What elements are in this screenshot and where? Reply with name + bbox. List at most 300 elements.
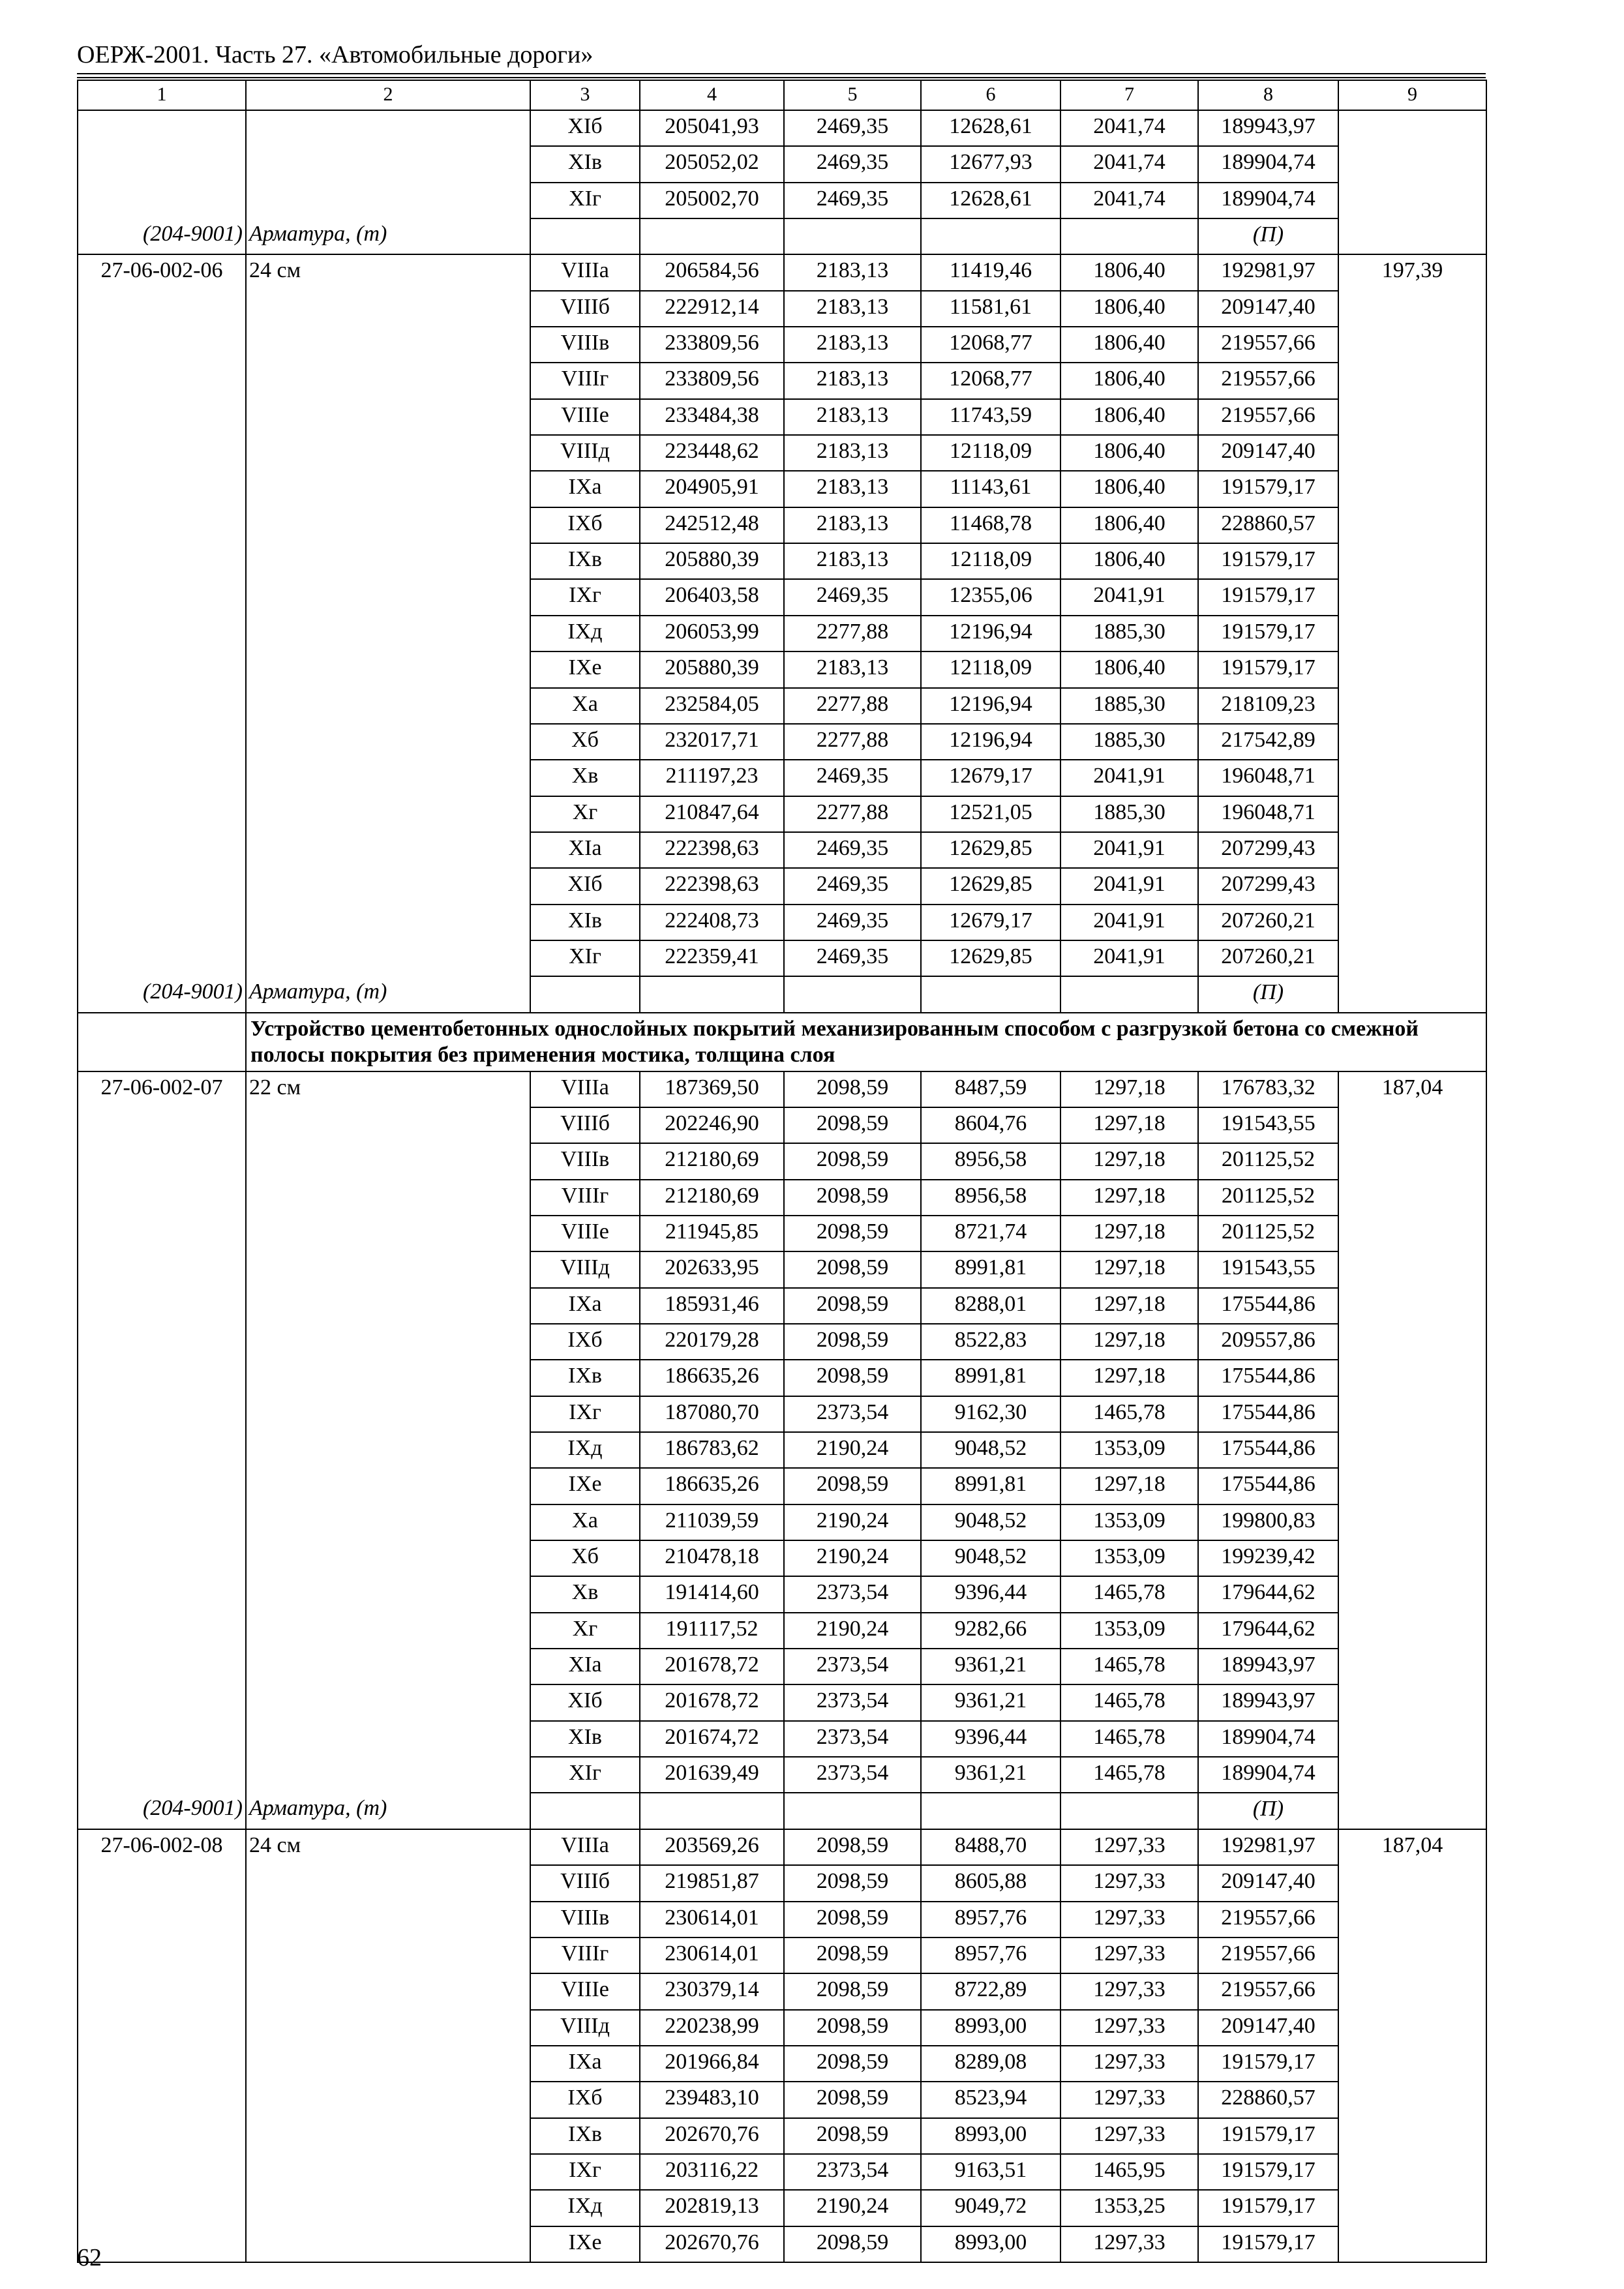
materials-cost-cell: 191579,17 [1198, 616, 1338, 651]
machine-cost-cell: 11581,61 [921, 291, 1060, 327]
labor-hours-cell [1338, 183, 1486, 218]
table-row [78, 1937, 1486, 1973]
operator-wage-cell: 1297,33 [1060, 1902, 1198, 1937]
operator-wage-cell: 1806,40 [1060, 543, 1198, 579]
labor-hours-cell [1338, 1288, 1486, 1324]
materials-cost-cell: 191579,17 [1198, 2226, 1338, 2262]
materials-cost-cell: 191579,17 [1198, 2118, 1338, 2154]
labor-hours-cell [1338, 1360, 1486, 1396]
zone-cell: Xа [530, 1504, 640, 1540]
labor-cost-cell: 2190,24 [784, 1540, 921, 1576]
labor-cost-cell: 2098,59 [784, 1143, 921, 1179]
item-code-cell [78, 651, 246, 687]
zone-cell: XIв [530, 1721, 640, 1757]
operator-wage-cell: 1465,78 [1060, 1576, 1198, 1612]
labor-hours-cell [1338, 1396, 1486, 1432]
zone-cell: IXв [530, 1360, 640, 1396]
operator-wage-cell: 1465,78 [1060, 1649, 1198, 1684]
operator-wage-cell: 1465,78 [1060, 1757, 1198, 1793]
table-row [78, 1324, 1486, 1360]
column-number-4: 4 [640, 80, 784, 110]
labor-cost-cell: 2098,59 [784, 2226, 921, 2262]
item-description-cell [246, 616, 530, 651]
materials-cost-cell: 217542,89 [1198, 724, 1338, 760]
materials-cost-cell: 219557,66 [1198, 399, 1338, 435]
table-row [78, 183, 1486, 218]
zone-cell: VIIIг [530, 363, 640, 398]
item-description: 24 см [246, 1829, 530, 1865]
column-number-7: 7 [1060, 80, 1198, 110]
operator-wage-cell: 1353,25 [1060, 2190, 1198, 2226]
total-cost-cell: 220238,99 [640, 2010, 784, 2046]
table-row [78, 327, 1486, 363]
materials-cost-cell: 209147,40 [1198, 435, 1338, 471]
machine-cost-cell: 12118,09 [921, 651, 1060, 687]
item-description-cell [246, 2118, 530, 2154]
item-description-cell [246, 1360, 530, 1396]
machine-cost-cell: 8993,00 [921, 2226, 1060, 2262]
resource-code: (204-9001) [78, 218, 246, 254]
operator-wage-cell: 1297,33 [1060, 2226, 1198, 2262]
labor-cost-cell: 2183,13 [784, 254, 921, 290]
operator-wage-cell: 1885,30 [1060, 796, 1198, 832]
machine-cost-cell [921, 218, 1060, 254]
labor-cost-cell: 2098,59 [784, 1216, 921, 1251]
labor-cost-cell: 2277,88 [784, 796, 921, 832]
table-row [78, 254, 1486, 290]
labor-hours-cell [1338, 1576, 1486, 1612]
labor-cost-cell: 2183,13 [784, 543, 921, 579]
labor-cost-cell: 2277,88 [784, 724, 921, 760]
total-cost-cell: 185931,46 [640, 1288, 784, 1324]
total-cost-cell: 203569,26 [640, 1829, 784, 1865]
price-table [77, 80, 1487, 2263]
labor-hours-cell [1338, 543, 1486, 579]
machine-cost-cell: 8523,94 [921, 2082, 1060, 2117]
operator-wage-cell: 1806,40 [1060, 435, 1198, 471]
item-description-cell [246, 1324, 530, 1360]
total-cost-cell: 233484,38 [640, 399, 784, 435]
operator-wage-cell: 1885,30 [1060, 616, 1198, 651]
machine-cost-cell: 11743,59 [921, 399, 1060, 435]
total-cost-cell: 201639,49 [640, 1757, 784, 1793]
total-cost-cell: 205041,93 [640, 110, 784, 146]
machine-cost-cell: 12629,85 [921, 940, 1060, 976]
materials-cost-cell: 219557,66 [1198, 1902, 1338, 1937]
labor-hours-cell [1338, 2082, 1486, 2117]
item-description-cell [246, 724, 530, 760]
operator-wage-cell: 2041,91 [1060, 905, 1198, 940]
labor-hours-cell [1338, 435, 1486, 471]
labor-cost-cell: 2469,35 [784, 579, 921, 615]
labor-hours-cell [1338, 399, 1486, 435]
labor-cost-cell: 2469,35 [784, 760, 921, 796]
total-cost-cell: 206053,99 [640, 616, 784, 651]
operator-wage-cell: 1465,95 [1060, 2154, 1198, 2190]
machine-cost-cell: 12196,94 [921, 724, 1060, 760]
table-row [78, 651, 1486, 687]
materials-cost-cell: 191579,17 [1198, 471, 1338, 507]
total-cost-cell: 202819,13 [640, 2190, 784, 2226]
total-cost-cell: 212180,69 [640, 1143, 784, 1179]
total-cost-cell: 187080,70 [640, 1396, 784, 1432]
materials-cost-cell: 196048,71 [1198, 760, 1338, 796]
zone-cell: VIIIв [530, 327, 640, 363]
operator-wage-cell: 1885,30 [1060, 724, 1198, 760]
labor-cost-cell: 2183,13 [784, 399, 921, 435]
machine-cost-cell: 12679,17 [921, 905, 1060, 940]
resource-unit-note: (П) [1198, 218, 1338, 254]
materials-cost-cell: 176783,32 [1198, 1071, 1338, 1107]
item-code-cell [78, 363, 246, 398]
operator-wage-cell: 1297,33 [1060, 1973, 1198, 2009]
zone-cell: XIа [530, 832, 640, 868]
labor-hours [1338, 110, 1486, 146]
zone-cell: VIIIв [530, 1143, 640, 1179]
materials-cost-cell: 218109,23 [1198, 688, 1338, 724]
table-row [78, 1180, 1486, 1216]
zone-cell: IXа [530, 2046, 640, 2082]
labor-hours-cell [1338, 1324, 1486, 1360]
table-row [78, 1684, 1486, 1720]
table-row [78, 2154, 1486, 2190]
item-code-cell [78, 1973, 246, 2009]
materials-cost-cell: 191579,17 [1198, 651, 1338, 687]
machine-cost-cell: 12629,85 [921, 868, 1060, 904]
item-code-cell [78, 2118, 246, 2154]
item-description-cell [246, 2226, 530, 2262]
table-row [78, 1757, 1486, 1793]
total-cost-cell: 223448,62 [640, 435, 784, 471]
operator-wage-cell: 1353,09 [1060, 1504, 1198, 1540]
machine-cost-cell: 12118,09 [921, 543, 1060, 579]
total-cost-cell: 202246,90 [640, 1107, 784, 1143]
item-code-cell [78, 507, 246, 543]
table-row [78, 616, 1486, 651]
labor-hours-cell [1338, 1180, 1486, 1216]
total-cost-cell: 201678,72 [640, 1649, 784, 1684]
item-description-cell [246, 760, 530, 796]
labor-cost-cell: 2098,59 [784, 1902, 921, 1937]
materials-cost-cell: 209147,40 [1198, 291, 1338, 327]
total-cost-cell: 205880,39 [640, 651, 784, 687]
resource-unit-note: (П) [1198, 1793, 1338, 1829]
labor-hours: 197,39 [1338, 254, 1486, 290]
materials-cost-cell: 219557,66 [1198, 327, 1338, 363]
zone-cell: IXе [530, 2226, 640, 2262]
item-description-cell [246, 1143, 530, 1179]
item-code-cell [78, 1576, 246, 1612]
machine-cost-cell: 8991,81 [921, 1360, 1060, 1396]
item-description-cell [246, 363, 530, 398]
item-code-cell [78, 1432, 246, 1468]
zone-cell: IXа [530, 471, 640, 507]
column-number-1: 1 [78, 80, 246, 110]
item-code-cell [78, 940, 246, 976]
item-description-cell [246, 435, 530, 471]
table-row [78, 760, 1486, 796]
labor-hours-cell [1338, 2010, 1486, 2046]
zone-cell: XIг [530, 1757, 640, 1793]
labor-cost-cell: 2098,59 [784, 2046, 921, 2082]
materials-cost-cell: 175544,86 [1198, 1360, 1338, 1396]
labor-cost-cell: 2183,13 [784, 327, 921, 363]
machine-cost-cell: 8605,88 [921, 1865, 1060, 1901]
total-cost-cell: 201678,72 [640, 1684, 784, 1720]
total-cost-cell: 222359,41 [640, 940, 784, 976]
labor-hours-cell [1338, 1649, 1486, 1684]
labor-cost-cell: 2373,54 [784, 2154, 921, 2190]
zone-cell: VIIIб [530, 1865, 640, 1901]
zone-cell: VIIIа [530, 254, 640, 290]
table-row [78, 1071, 1486, 1107]
item-description-cell [246, 1576, 530, 1612]
zone-cell: VIIIд [530, 1251, 640, 1287]
labor-hours-cell [1338, 1684, 1486, 1720]
labor-cost-cell: 2098,59 [784, 1973, 921, 2009]
item-description-cell [246, 651, 530, 687]
operator-wage-cell: 1297,33 [1060, 2010, 1198, 2046]
machine-cost-cell: 8604,76 [921, 1107, 1060, 1143]
labor-cost-cell: 2190,24 [784, 1613, 921, 1649]
zone-cell: IXд [530, 2190, 640, 2226]
materials-cost-cell: 189904,74 [1198, 1721, 1338, 1757]
total-cost-cell: 222398,63 [640, 832, 784, 868]
item-description-cell [246, 2046, 530, 2082]
item-description: 22 см [246, 1071, 530, 1107]
table-row [78, 1288, 1486, 1324]
item-description-cell [246, 1937, 530, 1973]
materials-cost-cell: 189943,97 [1198, 110, 1338, 146]
item-code-cell [78, 435, 246, 471]
machine-cost-cell: 12196,94 [921, 616, 1060, 651]
machine-cost-cell: 11143,61 [921, 471, 1060, 507]
item-code-cell [78, 724, 246, 760]
operator-wage-cell: 1353,09 [1060, 1613, 1198, 1649]
machine-cost-cell: 8991,81 [921, 1468, 1060, 1504]
item-code: 27-06-002-08 [78, 1829, 246, 1865]
zone-cell: VIIIд [530, 435, 640, 471]
zone-cell: IXа [530, 1288, 640, 1324]
table-row [78, 1829, 1486, 1865]
machine-cost-cell: 8993,00 [921, 2118, 1060, 2154]
operator-wage-cell: 1297,33 [1060, 2046, 1198, 2082]
item-description-cell [246, 1216, 530, 1251]
labor-hours-cell [1338, 868, 1486, 904]
table-row [78, 1613, 1486, 1649]
operator-wage-cell: 1465,78 [1060, 1396, 1198, 1432]
item-description-cell [246, 868, 530, 904]
item-code-cell [78, 327, 246, 363]
total-cost-cell: 239483,10 [640, 2082, 784, 2117]
item-code: 27-06-002-07 [78, 1071, 246, 1107]
labor-hours-cell [1338, 1902, 1486, 1937]
item-description-cell [246, 1468, 530, 1504]
zone-cell: IXб [530, 1324, 640, 1360]
materials-cost-cell: 219557,66 [1198, 363, 1338, 398]
item-code-cell [78, 2154, 246, 2190]
machine-cost-cell: 8488,70 [921, 1829, 1060, 1865]
labor-cost-cell: 2469,35 [784, 905, 921, 940]
operator-wage-cell: 1297,33 [1060, 1937, 1198, 1973]
labor-cost-cell: 2098,59 [784, 1288, 921, 1324]
operator-wage-cell: 1297,18 [1060, 1071, 1198, 1107]
item-code-cell [78, 1504, 246, 1540]
item-description-cell [246, 507, 530, 543]
labor-cost-cell: 2277,88 [784, 688, 921, 724]
zone-cell: XIб [530, 1684, 640, 1720]
resource-unit-note: (П) [1198, 976, 1338, 1012]
labor-hours-cell [1338, 940, 1486, 976]
labor-cost-cell: 2183,13 [784, 651, 921, 687]
materials-cost-cell: 191579,17 [1198, 2190, 1338, 2226]
table-row [78, 1251, 1486, 1287]
item-description-cell [246, 1107, 530, 1143]
materials-cost-cell: 219557,66 [1198, 1937, 1338, 1973]
machine-cost-cell: 8957,76 [921, 1902, 1060, 1937]
total-cost-cell: 202670,76 [640, 2226, 784, 2262]
table-row [78, 1865, 1486, 1901]
labor-cost-cell: 2373,54 [784, 1649, 921, 1684]
labor-hours-cell [1338, 2118, 1486, 2154]
total-cost-cell [640, 976, 784, 1012]
operator-wage-cell: 1297,18 [1060, 1180, 1198, 1216]
table-row [78, 868, 1486, 904]
table-row [78, 2046, 1486, 2082]
materials-cost-cell: 201125,52 [1198, 1143, 1338, 1179]
labor-cost-cell: 2373,54 [784, 1757, 921, 1793]
labor-cost-cell: 2183,13 [784, 363, 921, 398]
labor-cost-cell: 2098,59 [784, 1937, 921, 1973]
table-row [78, 1396, 1486, 1432]
total-cost-cell: 212180,69 [640, 1180, 784, 1216]
operator-wage-cell: 1806,40 [1060, 399, 1198, 435]
resource-footer-row [78, 218, 1486, 254]
item-description-cell [246, 832, 530, 868]
item-code-cell [78, 183, 246, 218]
total-cost-cell: 232584,05 [640, 688, 784, 724]
materials-cost-cell: 228860,57 [1198, 2082, 1338, 2117]
labor-hours-cell [1338, 291, 1486, 327]
labor-hours-cell [1338, 1468, 1486, 1504]
operator-wage-cell: 1353,09 [1060, 1432, 1198, 1468]
labor-hours-cell [1338, 2046, 1486, 2082]
item-code-cell [78, 1288, 246, 1324]
materials-cost-cell: 191579,17 [1198, 543, 1338, 579]
item-description-cell [246, 1721, 530, 1757]
materials-cost-cell: 199239,42 [1198, 1540, 1338, 1576]
total-cost-cell: 206403,58 [640, 579, 784, 615]
machine-cost-cell: 12677,93 [921, 146, 1060, 182]
item-description-cell [246, 543, 530, 579]
total-cost-cell: 186783,62 [640, 1432, 784, 1468]
materials-cost-cell: 192981,97 [1198, 1829, 1338, 1865]
machine-cost-cell: 9396,44 [921, 1721, 1060, 1757]
operator-wage-cell: 2041,74 [1060, 146, 1198, 182]
labor-cost-cell: 2098,59 [784, 1071, 921, 1107]
machine-cost-cell: 9396,44 [921, 1576, 1060, 1612]
materials-cost-cell: 201125,52 [1198, 1180, 1338, 1216]
machine-cost-cell: 12068,77 [921, 327, 1060, 363]
resource-name: Арматура, (т) [246, 1793, 530, 1829]
zone-cell: Xг [530, 1613, 640, 1649]
zone-cell: VIIIд [530, 2010, 640, 2046]
total-cost-cell [640, 1793, 784, 1829]
zone-cell: VIIIа [530, 1071, 640, 1107]
item-description-cell [246, 327, 530, 363]
item-code-cell [78, 1324, 246, 1360]
item-code-cell [78, 1613, 246, 1649]
table-row [78, 471, 1486, 507]
zone-cell [530, 218, 640, 254]
operator-wage-cell: 1297,33 [1060, 2082, 1198, 2117]
machine-cost-cell: 8991,81 [921, 1251, 1060, 1287]
item-description-cell [246, 146, 530, 182]
zone-cell: VIIIе [530, 1973, 640, 2009]
table-row [78, 110, 1486, 146]
materials-cost-cell: 179644,62 [1198, 1613, 1338, 1649]
item-description-cell [246, 471, 530, 507]
machine-cost-cell: 8956,58 [921, 1180, 1060, 1216]
zone-cell: XIг [530, 183, 640, 218]
table-row [78, 146, 1486, 182]
column-number-6: 6 [921, 80, 1060, 110]
labor-cost-cell [784, 218, 921, 254]
labor-hours-cell [1338, 1865, 1486, 1901]
machine-cost-cell: 8956,58 [921, 1143, 1060, 1179]
zone-cell: IXе [530, 1468, 640, 1504]
labor-cost-cell: 2190,24 [784, 1432, 921, 1468]
item-code-cell [78, 1216, 246, 1251]
materials-cost-cell: 207299,43 [1198, 868, 1338, 904]
labor-cost-cell: 2183,13 [784, 507, 921, 543]
item-code-cell [78, 760, 246, 796]
labor-cost-cell: 2469,35 [784, 183, 921, 218]
materials-cost-cell: 192981,97 [1198, 254, 1338, 290]
operator-wage-cell: 1806,40 [1060, 651, 1198, 687]
zone-cell: IXг [530, 2154, 640, 2190]
total-cost-cell: 203116,22 [640, 2154, 784, 2190]
machine-cost-cell [921, 1793, 1060, 1829]
operator-wage-cell: 1297,33 [1060, 1829, 1198, 1865]
operator-wage-cell: 2041,91 [1060, 760, 1198, 796]
resource-footer-row [78, 976, 1486, 1012]
labor-cost-cell: 2469,35 [784, 940, 921, 976]
item-code-cell [78, 1143, 246, 1179]
machine-cost-cell: 9361,21 [921, 1684, 1060, 1720]
item-description-cell [246, 2190, 530, 2226]
item-code-cell [78, 1107, 246, 1143]
operator-wage-cell: 1297,18 [1060, 1251, 1198, 1287]
operator-wage-cell: 1806,40 [1060, 363, 1198, 398]
header-rule [77, 73, 1486, 74]
item-code: 27-06-002-06 [78, 254, 246, 290]
labor-hours-cell [1338, 1504, 1486, 1540]
item-description-cell [246, 291, 530, 327]
table-row [78, 2010, 1486, 2046]
section-code-cell [78, 1013, 246, 1071]
labor-hours-cell [1338, 1793, 1486, 1829]
machine-cost-cell: 9048,52 [921, 1540, 1060, 1576]
machine-cost-cell: 11419,46 [921, 254, 1060, 290]
materials-cost-cell: 189943,97 [1198, 1649, 1338, 1684]
machine-cost-cell: 9361,21 [921, 1649, 1060, 1684]
operator-wage-cell: 1806,40 [1060, 291, 1198, 327]
materials-cost-cell: 219557,66 [1198, 1973, 1338, 2009]
labor-hours-cell [1338, 218, 1486, 254]
total-cost-cell: 205880,39 [640, 543, 784, 579]
item-description: 24 см [246, 254, 530, 290]
